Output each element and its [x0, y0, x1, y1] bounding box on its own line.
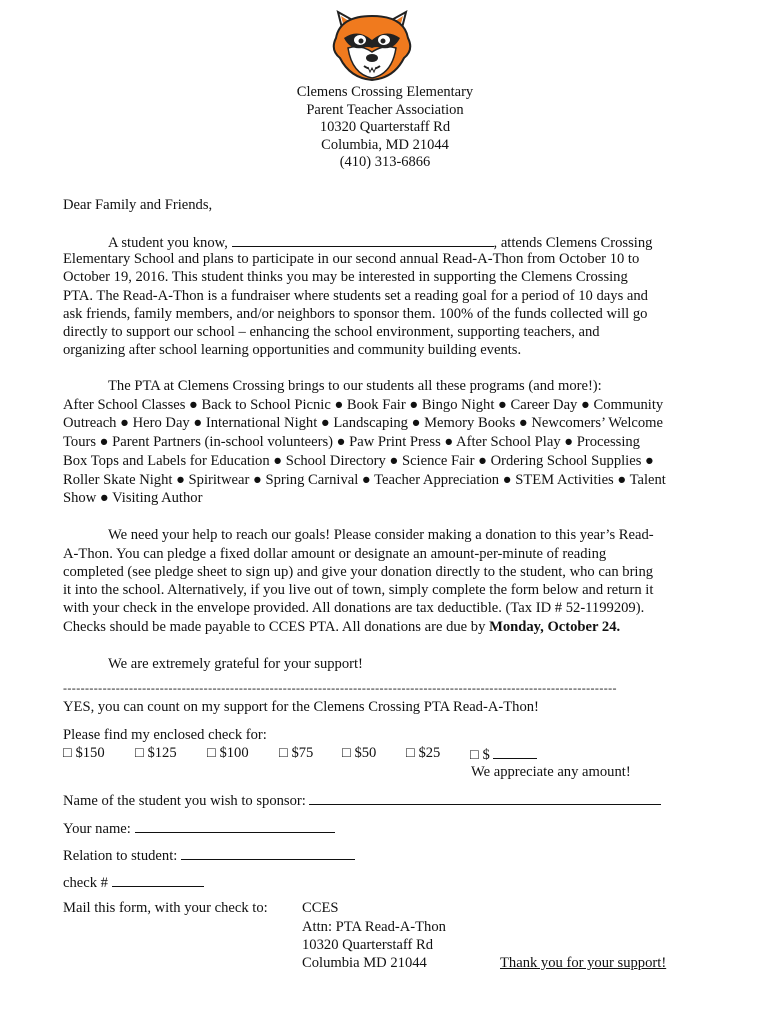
p1-intro-end: , attends Clemens Crossing [493, 235, 653, 251]
p1-line-6: directly to support our school – enhancing the school environment, supporting teachers, and [63, 324, 600, 340]
student-blank [232, 232, 494, 247]
custom-amount-label: □ $ [470, 747, 490, 763]
custom-amount-blank[interactable] [493, 744, 537, 759]
p2-line-2: After School Classes ● Back to School Picnic ● Book Fair ● Bingo Night ● Career Day ● Community [63, 397, 664, 413]
relation-field[interactable] [181, 845, 355, 860]
p3-line-4: it into the school. Alternatively, if you live out of town, simply complete the form below and return it [63, 582, 654, 598]
check-number-field[interactable] [112, 872, 204, 887]
student-name-label: Name of the student you wish to sponsor: [63, 793, 306, 809]
p3-line-2: A-Thon. You can pledge a fixed dollar amount or designate an amount-per-minute of reading [63, 546, 607, 562]
relation-row [63, 845, 355, 866]
p1-line-4: PTA. The Read-A-Thon is a fundraiser where students set a reading goal for a period of 10 days and [63, 288, 648, 304]
p3-due-text: Checks should be made payable to CCES PTA. All donations are due by [63, 619, 486, 635]
letterhead [0, 84, 770, 172]
p2-line-7: Show ● Visiting Author [63, 490, 203, 506]
amount-option-custom[interactable] [470, 744, 537, 765]
appreciate-note: We appreciate any amount! [471, 764, 631, 780]
amount-option-50[interactable]: □ $50 [342, 745, 377, 761]
check-number-label: check # [63, 875, 108, 891]
phone-number: (410) 313-6866 [339, 154, 431, 170]
amount-option-25[interactable]: □ $25 [406, 745, 441, 761]
your-name-label: Your name: [63, 821, 131, 837]
p3-line-5: with your check in the envelope provided. All donations are tax deductible. (Tax ID # 52-1199209). [63, 600, 645, 616]
relation-label: Relation to student: [63, 848, 178, 864]
check-intro: Please find my enclosed check for: [63, 727, 267, 743]
city-state-zip: Columbia, MD 21044 [321, 136, 449, 153]
your-name-field[interactable] [135, 818, 335, 833]
amount-option-100[interactable]: □ $100 [207, 745, 249, 761]
amount-option-150[interactable]: □ $150 [63, 745, 105, 761]
student-name-field[interactable] [309, 790, 661, 805]
p2-line-6: Roller Skate Night ● Spiritwear ● Spring Carnival ● Teacher Appreciation ● STEM Activities ● Talent [63, 472, 666, 488]
p2-line-4: Tours ● Parent Partners (in-school volunteers) ● Paw Print Press ● After School Play ● Processing [63, 434, 640, 450]
mail-address-line-2: Attn: PTA Read-A-Thon [302, 919, 446, 935]
org-name: Parent Teacher Association [306, 101, 464, 118]
mail-address-line-3: 10320 Quarterstaff Rd [302, 937, 434, 953]
raccoon-mascot-logo [330, 8, 414, 84]
amount-option-75[interactable]: □ $75 [279, 745, 314, 761]
street-address: 10320 Quarterstaff Rd [319, 119, 451, 135]
p1-line-2: Elementary School and plans to participate in our second annual Read-A-Thon from October 10 to [63, 251, 640, 267]
p2-line-1: The PTA at Clemens Crossing brings to our students all these programs (and more!): [108, 378, 602, 394]
check-number-row [63, 872, 204, 893]
school-name: Clemens Crossing Elementary [296, 84, 474, 100]
greeting: Dear Family and Friends, [63, 197, 213, 213]
closing: We are extremely grateful for your support! [108, 656, 363, 672]
p1-line-5: ask friends, family members, and/or neighbors to sponsor them. 100% of the funds collected will go [63, 306, 648, 322]
p3-line-1: We need your help to reach our goals! Please consider making a donation to this year’s Read- [108, 527, 654, 543]
mail-address-line-1: CCES [302, 900, 339, 916]
mail-label: Mail this form, with your check to: [63, 900, 268, 916]
yes-line: YES, you can count on my support for the Clemens Crossing PTA Read-A-Thon! [63, 699, 539, 715]
p1-intro: A student you know, [108, 235, 228, 251]
p2-line-5: Box Tops and Labels for Education ● School Directory ● Science Fair ● Ordering School Supplies ● [63, 453, 654, 469]
p1-line-3: October 19, 2016. This student thinks you may be interested in supporting the Clemens Crossing [63, 269, 628, 285]
due-date: Monday, October 24. [489, 619, 621, 635]
p3-line-6 [63, 618, 620, 637]
p3-line-3: completed (see pledge sheet to sign up) and give your donation directly to the student, who can bring [63, 564, 654, 580]
thank-you-note: Thank you for your support! [500, 955, 667, 971]
cut-line: ------------------------------------------------------------------------------------------------------------------------------ [63, 681, 617, 695]
your-name-row [63, 818, 335, 839]
student-name-row [63, 790, 661, 811]
mail-address-line-4: Columbia MD 21044 [302, 955, 427, 971]
p2-line-3: Outreach ● Hero Day ● International Night ● Landscaping ● Memory Books ● Newcomers’ Welcome [63, 415, 663, 431]
amount-option-125[interactable]: □ $125 [135, 745, 177, 761]
p1-line-7: organizing after school learning opportunities and community building events. [63, 342, 522, 358]
